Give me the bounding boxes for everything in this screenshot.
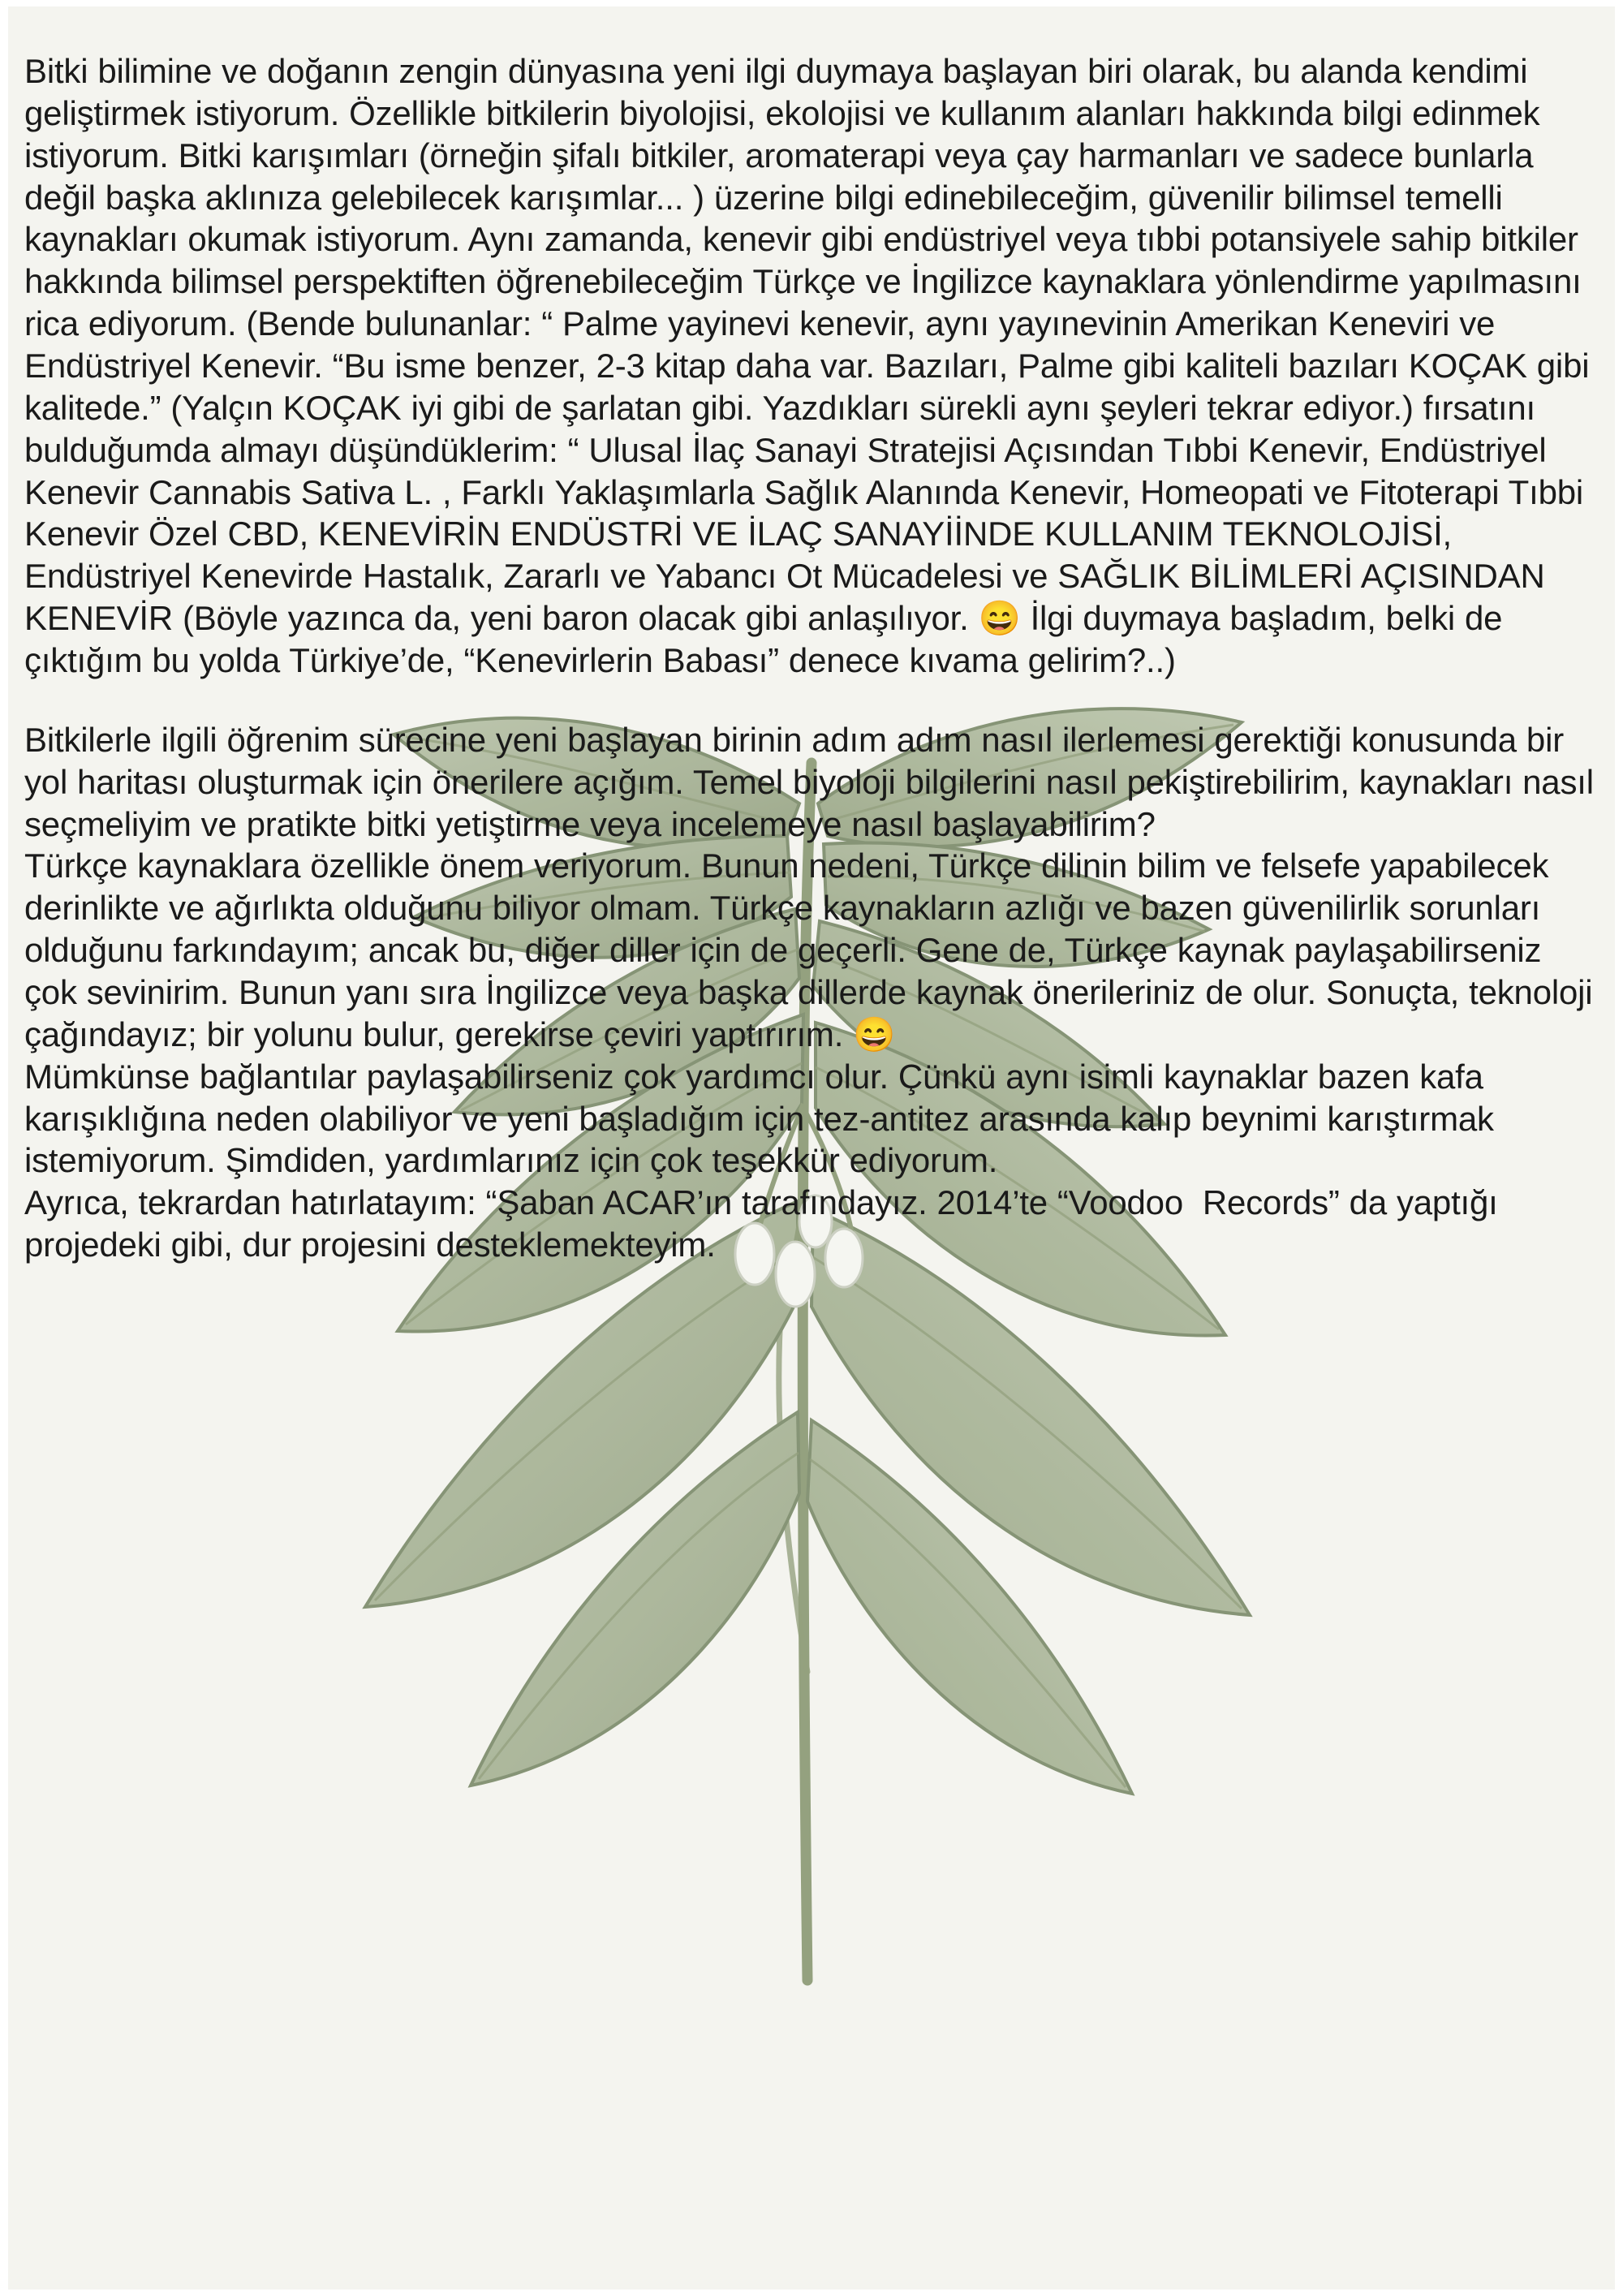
paragraph-intro: Bitki bilimine ve doğanın zengin dünyasına yeni ilgi duymaya başlayan biri olarak, bu alanda kendimi geliştirmek istiyorum. Özellikle bitkilerin biyolojisi, ekolojisi ve kullanım alanları hakkında bilgi edinmek istiyorum. Bitki karışımları (örneğin şifalı bitkiler, aromaterapi veya çay harmanları ve sadece bunlarla değil başka aklınıza gelebilecek karışımlar... ) üzerine bilgi edinebileceğim, güvenilir bilimsel temelli kaynakları okumak istiyorum. Aynı zamanda, kenevir gibi endüstriyel veya tıbbi potansiyele sahip bitkiler hakkında bilimsel perspektiften öğrenebileceğim Türkçe ve İngilizce kaynaklara yönlendirme yapılmasını rica ediyorum. (Bende bulunanlar: “ Palme yayinevi kenevir, aynı yayınevinin Amerikan Keneviri ve Endüstriyel Kenevir. “Bu isme benzer, 2-3 kitap daha var. Bazıları, Palme gibi kaliteli bazıları KOÇAK gibi kalitede.” (Yalçın KOÇAK iyi gibi de şarlatan gibi. Yazdıkları sürekli aynı şeyleri tekrar ediyor.) fırsatını bulduğumda almayı düşündüklerim: “ Ulusal İlaç Sanayi Stratejisi Açısından Tıbbi Kenevir, Endüstriyel Kenevir Cannabis Sativa L. , Farklı Yaklaşımlarla Sağlık Alanında Kenevir, Homeopati ve Fitoterapi Tıbbi Kenevir Özel CBD, KENEVİRİN ENDÜSTRİ VE İLAÇ SANAYİİNDE KULLANIM TEKNOLOJİSİ, Endüstriyel Kenevirde Hastalık, Zararlı ve Yabancı Ot Mücadelesi ve SAĞLIK BİLİMLERİ AÇISINDAN KENEVİR (Böyle yazınca da, yeni baron olacak gibi anlaşılıyor. 😄 İlgi duymaya başladım, belki de çıktığım bu yolda Türkiye’de, “Kenevirlerin Babası” denece kıvama gelirim?..)	[24, 52, 1599, 680]
paragraph-links-request: Mümkünse bağlantılar paylaşabilirseniz çok yardımcı olur. Çünkü aynı isimli kaynaklar bazen kafa karışıklığına neden olabiliyor ve yeni başladığım için tez-antitez arasında kalıp beynimi karıştırmak istemiyorum. Şimdiden, yardımlarınız için çok teşekkür ediyorum.	[24, 1057, 1504, 1180]
paragraph-spacer	[24, 682, 1599, 719]
paragraph-roadmap-request: Bitkilerle ilgili öğrenim sürecine yeni başlayan birinin adım adım nasıl ilerlemesi gerektiği konusunda bir yol haritası oluşturmak için önerilere açığım. Temel biyoloji bilgilerini nasıl pekiştirebilirim, kaynakları nasıl seçmeliyim ve pratikte bitki yetiştirme veya incelemeye nasıl başlayabilirim?	[24, 720, 1604, 843]
paragraph-postscript: Ayrıca, tekrardan hatırlatayım: “Şaban ACAR’ın tarafındayız. 2014’te “Voodoo Records” da yaptığı projedeki gibi, dur projesini desteklemekteyim.	[24, 1183, 1508, 1264]
paragraph-turkish-sources: Türkçe kaynaklara özellikle önem veriyorum. Bunun nedeni, Türkçe dilinin bilim ve felsefe yapabilecek derinlikte ve ağırlıkta olduğunu biliyor olmam. Türkçe kaynakların azlığı ve bazen güvenilirlik sorunları olduğunu farkındayım; ancak bu, diğer diller için de geçerli. Gene de, Türkçe kaynak paylaşabilirseniz çok sevinirim. Bunun yanı sıra İngilizce veya başka dillerde kaynak önerileriniz de olur. Sonuçta, teknoloji çağındayız; bir yolunu bulur, gerekirse çeviri yaptırırım. 😄	[24, 846, 1603, 1053]
